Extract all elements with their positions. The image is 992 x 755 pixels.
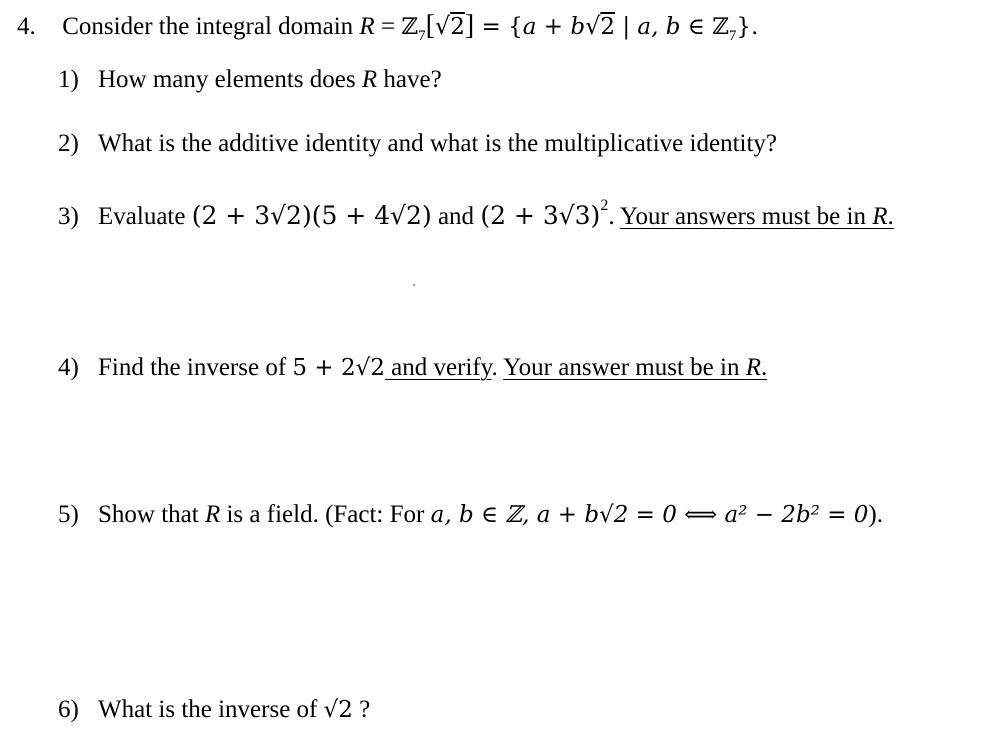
radicand: 2 xyxy=(450,14,465,40)
part-3-text-a: Evaluate xyxy=(98,203,186,230)
set-ring-subscript: 7 xyxy=(728,28,737,44)
part-6-text-b: ? xyxy=(352,696,371,723)
problem-intro: Consider the integral domain xyxy=(62,13,354,40)
equals-set-open: = { xyxy=(474,14,523,40)
part-1-text-b: have? xyxy=(377,66,442,93)
part-5-text-a: Show that xyxy=(98,501,205,528)
right-bracket: ] xyxy=(464,10,475,41)
part-1-label: 1) xyxy=(58,66,79,93)
part-4 xyxy=(58,355,767,380)
ring-symbol: ℤ xyxy=(401,14,419,40)
problem-number: 4. xyxy=(17,13,36,40)
part-6-expr: √2 xyxy=(323,697,353,723)
part-2-text: What is the additive identity and what is the multiplicative identity? xyxy=(98,130,778,157)
part-3-expr1: (2 + 3√2)(5 + 4√2) xyxy=(191,201,432,230)
stray-dot xyxy=(413,284,415,286)
set-vars: a, b xyxy=(637,14,681,40)
part-2-label: 2) xyxy=(58,130,79,157)
part-6-text-a: What is the inverse of xyxy=(98,696,324,723)
part-3-exponent: 2 xyxy=(600,197,609,214)
part-1-text-a: How many elements does xyxy=(98,66,362,93)
problem-header xyxy=(17,12,758,44)
equals-sign: = xyxy=(374,13,402,40)
part-6 xyxy=(58,697,370,722)
left-bracket: [ xyxy=(425,10,435,41)
part-3 xyxy=(58,197,894,230)
part-3-and: and xyxy=(437,203,475,230)
set-ring-symbol: ℤ xyxy=(712,14,729,40)
part-1-var: R xyxy=(361,66,378,93)
set-plus: + xyxy=(536,14,571,40)
part-4-text-a: Find the inverse of xyxy=(98,354,293,381)
part-2 xyxy=(58,131,777,156)
part-6-label: 6) xyxy=(58,696,79,723)
part-3-expr2: (2 + 3√3) xyxy=(480,201,601,230)
part-5-text-c: ). xyxy=(868,501,883,528)
set-in: ∈ xyxy=(680,14,713,40)
part-4-expr: 5 + 2√2 xyxy=(292,355,385,381)
part-4-period: . xyxy=(491,354,498,381)
part-4-tail: Your answer must be in R. xyxy=(503,354,768,381)
part-4-label: 4) xyxy=(58,354,79,381)
set-radicand: 2 xyxy=(600,14,616,40)
part-5-label: 5) xyxy=(58,501,79,528)
part-5 xyxy=(58,502,883,527)
set-bar: | xyxy=(615,14,638,40)
part-3-tail: Your answers must be in R. xyxy=(619,203,894,230)
sqrt-symbol: √ xyxy=(434,12,451,40)
set-var-a: a xyxy=(522,14,537,40)
ring-subscript: 7 xyxy=(418,28,426,44)
part-3-label: 3) xyxy=(58,203,79,230)
part-5-var: R xyxy=(204,501,221,528)
part-3-period: . xyxy=(608,203,615,230)
part-1 xyxy=(58,67,442,92)
domain-variable: R xyxy=(359,13,375,40)
set-close: }. xyxy=(736,14,759,40)
part-5-math: a, b ∈ ℤ, a + b√2 = 0 ⟺ a² − 2b² = 0 xyxy=(430,502,869,528)
set-sqrt-symbol: √ xyxy=(585,12,601,40)
part-5-text-b: is a field. (Fact: For xyxy=(220,501,431,528)
set-var-b: b xyxy=(570,14,586,40)
part-4-verify: and verify xyxy=(384,354,492,381)
